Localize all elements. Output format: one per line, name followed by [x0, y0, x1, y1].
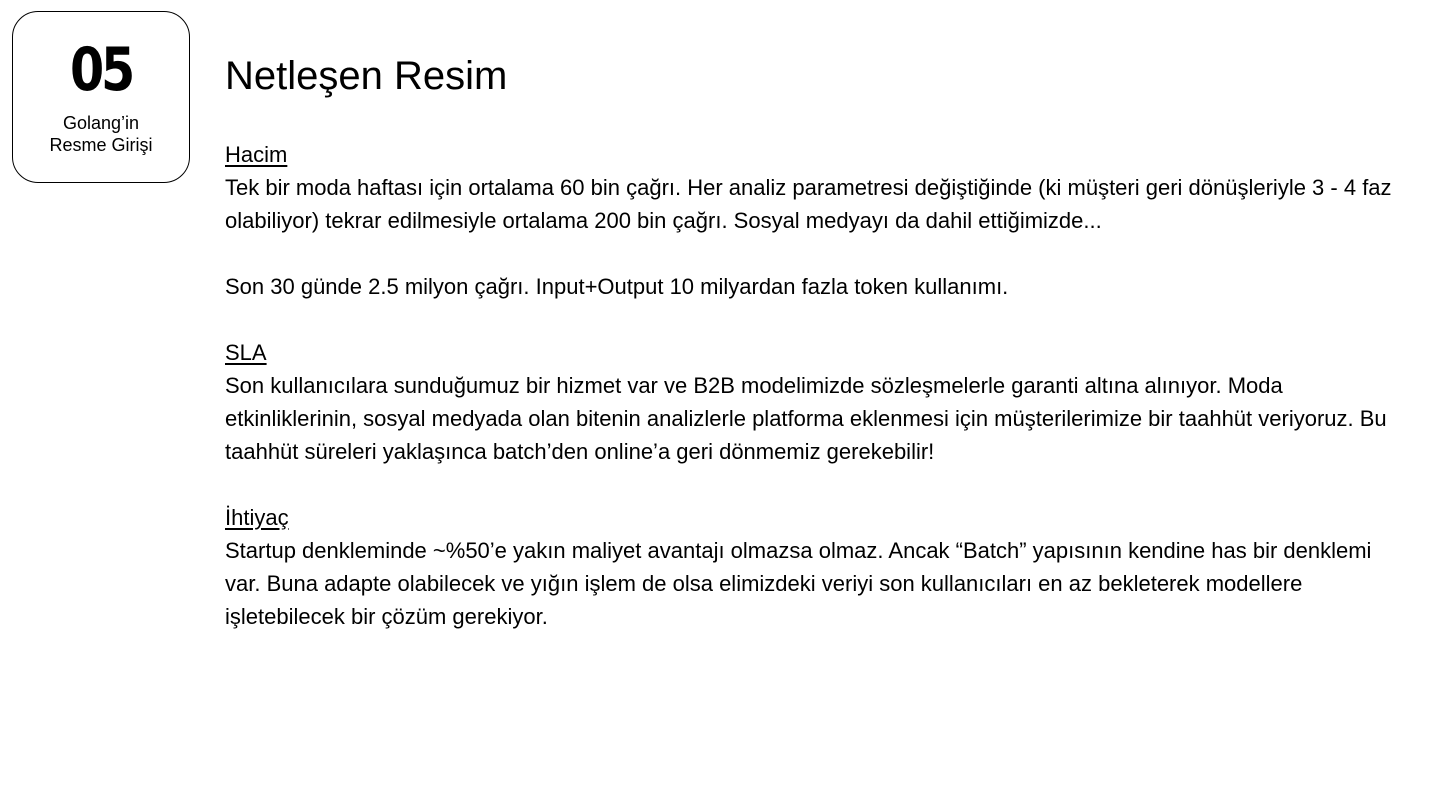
- section-volume: [225, 138, 1405, 303]
- section-heading-volume: Hacim: [225, 142, 288, 167]
- section-caption-line-1: Golang’in: [62, 113, 140, 133]
- sla-paragraph: Son kullanıcılara sunduğumuz bir hizmet var ve B2B modelimizde sözleşmelerle garanti altına alınıyor. Moda etkinliklerinin, sosyal medyada olan bitenin analizlerle platforma eklenmesi için müşterilerimize bir taahhüt veriyoruz. Bu taahhüt süreleri yaklaşınca batch’den online’a geri dönmemiz gerekebilir!: [225, 373, 1387, 464]
- page-title: Netleşen Resim: [225, 54, 508, 98]
- need-paragraph: Startup denkleminde ~%50’e yakın maliyet avantajı olmazsa olmaz. Ancak “Batch” yapısının kendine has bir denklemi var. Buna adapte olabilecek ve yığın işlem de olsa elimizdeki veriyi son kullanıcıları en az bekleterek modellere işletebilecek bir çözüm gerekiyor.: [225, 538, 1372, 629]
- section-heading-sla: SLA: [225, 340, 267, 365]
- volume-paragraph-2: Son 30 günde 2.5 milyon çağrı. Input+Output 10 milyardan fazla token kullanımı.: [225, 274, 1009, 299]
- section-caption: [13, 112, 189, 156]
- slide-content: [225, 138, 1405, 666]
- volume-paragraph-1: Tek bir moda haftası için ortalama 60 bin çağrı. Her analiz parametresi değiştiğinde (ki müşteri geri dönüşleriyle 3 - 4 faz olabiliyor) tekrar edilmesiyle ortalama 200 bin çağrı. Sosyal medyayı da dahil ettiğimizde...: [225, 175, 1392, 233]
- section-sla: [225, 336, 1405, 468]
- section-number-badge: [12, 11, 190, 183]
- section-heading-need: İhtiyaç: [225, 505, 289, 530]
- section-number: 05: [70, 35, 132, 105]
- section-need: [225, 501, 1405, 633]
- section-caption-line-2: Resme Girişi: [49, 135, 153, 155]
